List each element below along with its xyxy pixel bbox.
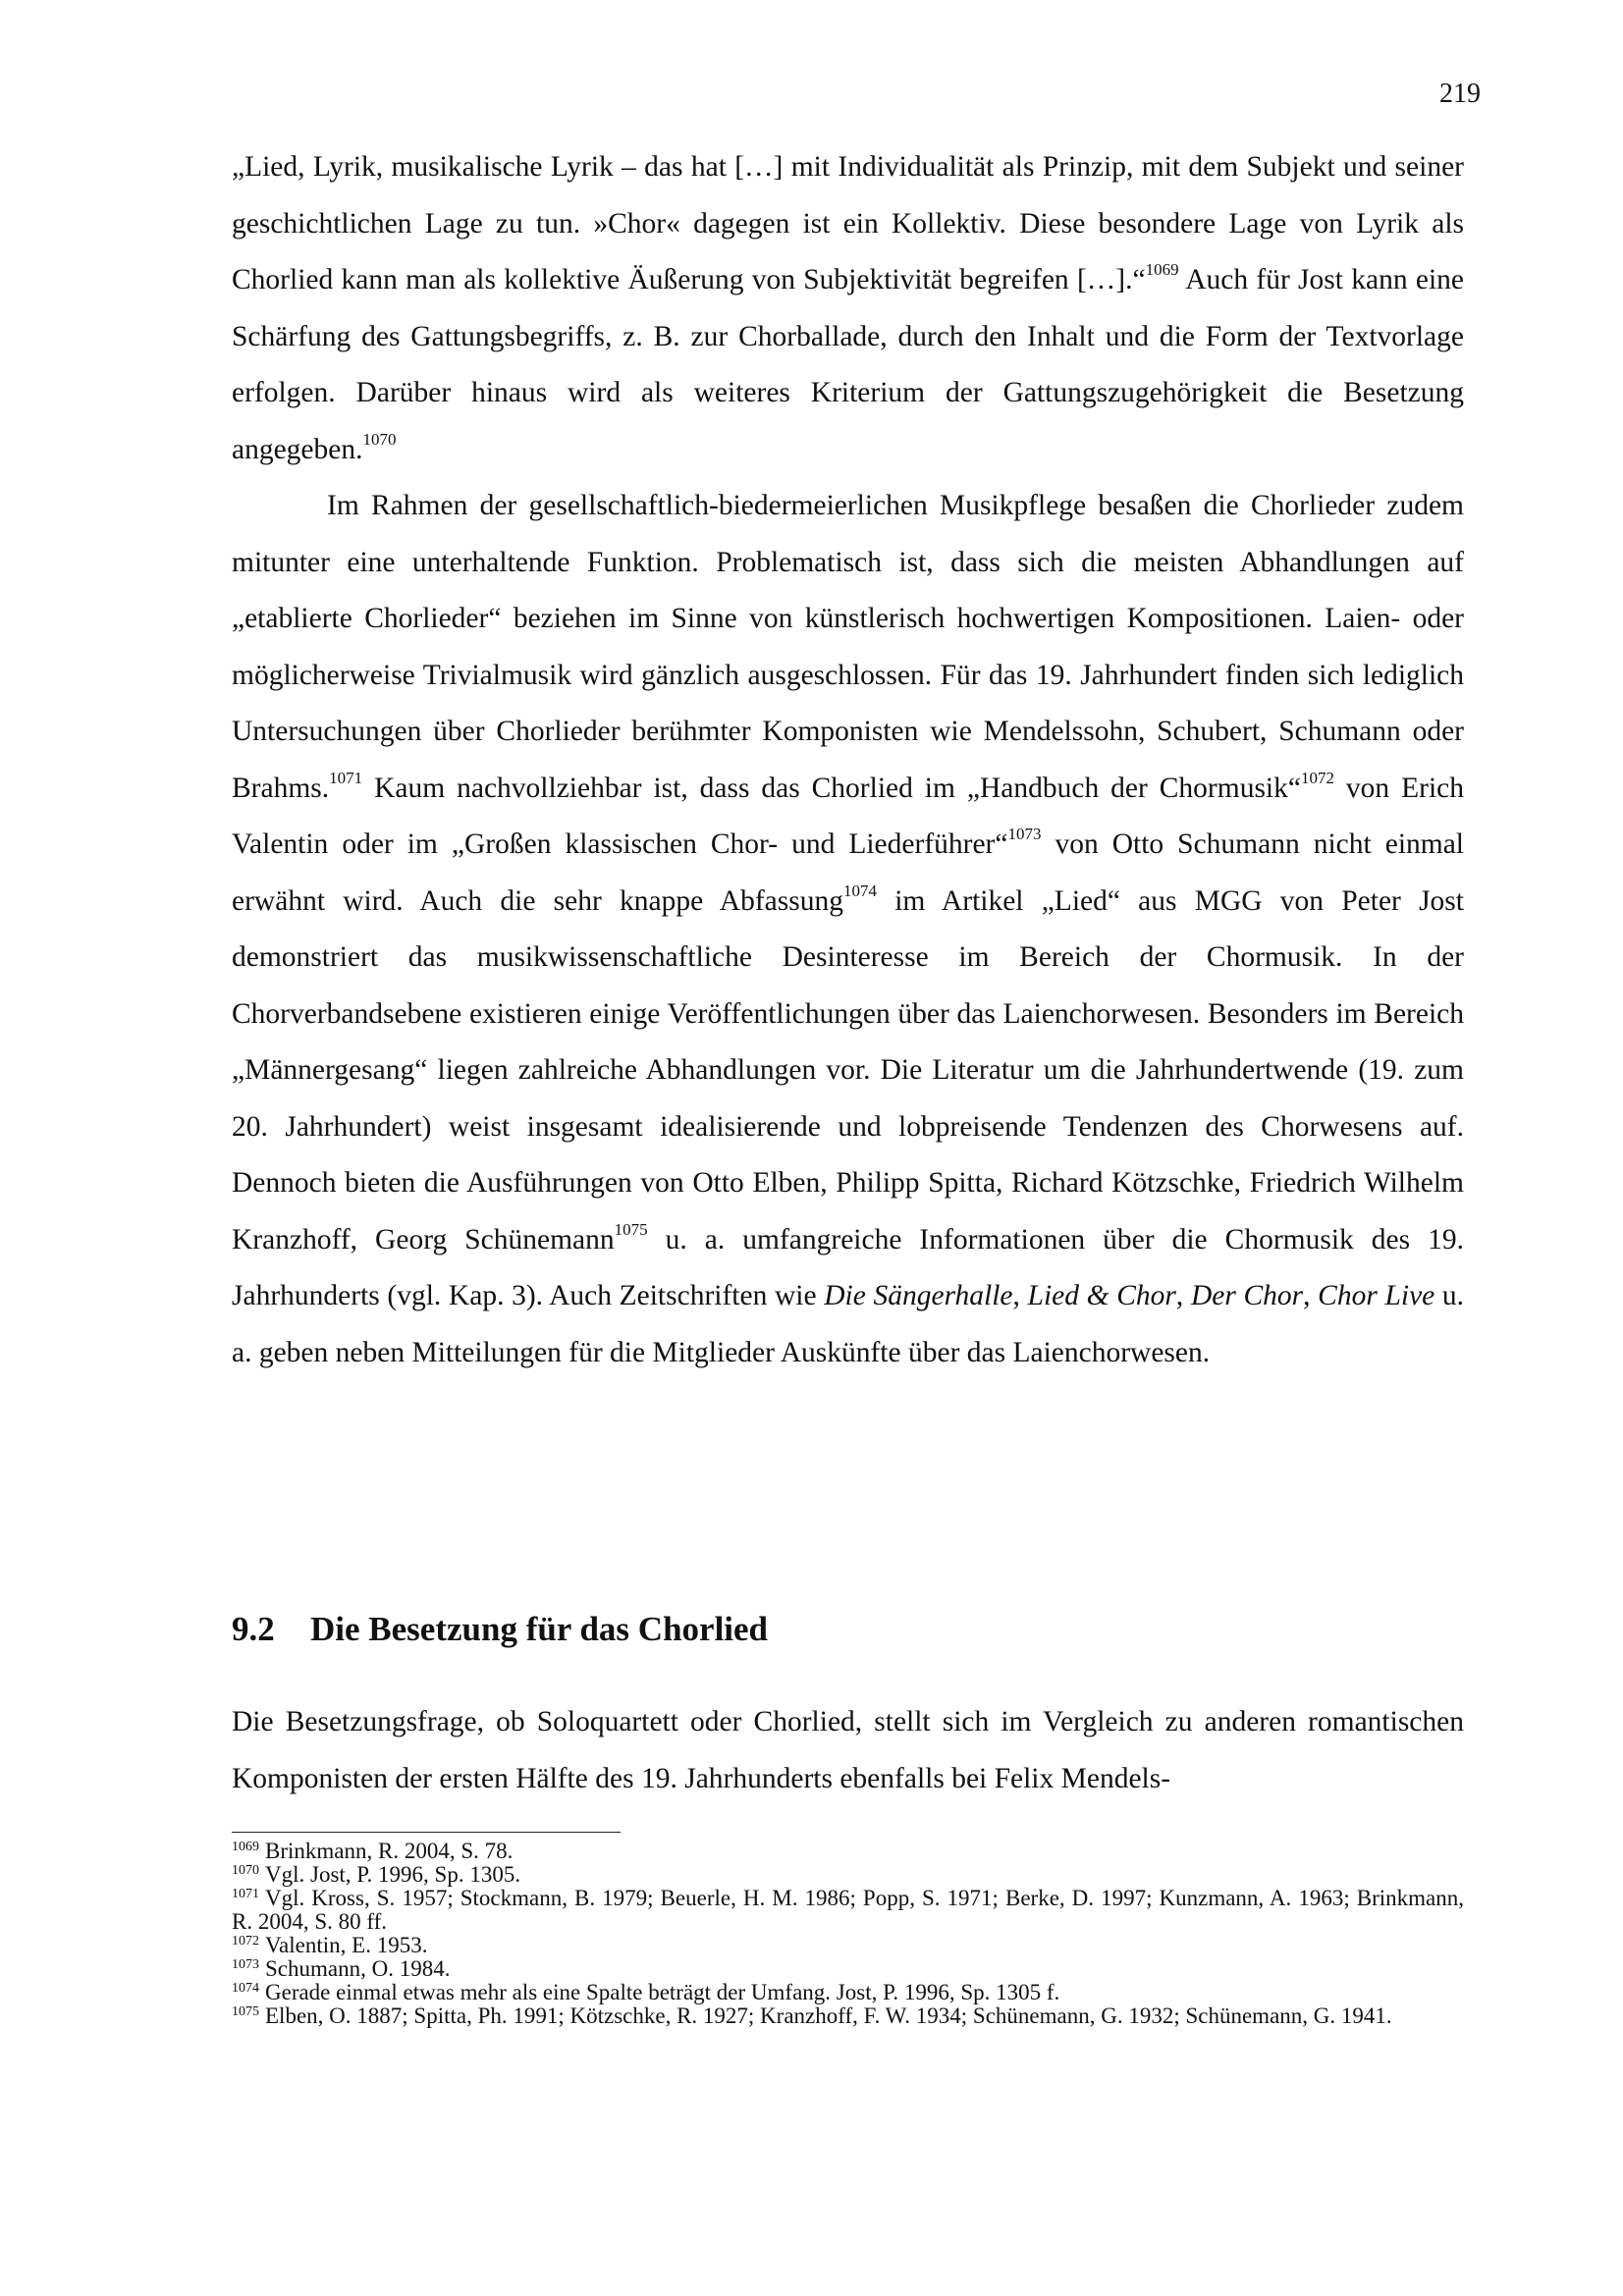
section-title: Die Besetzung für das Chorlied [310,1610,769,1648]
footnote-number: 1074 [232,1981,259,1996]
text-run: u. a. umfangreiche Informationen über die Chormusik des 19. Jahrhunderts (vgl. Kap. 3). Auch Zeitschriften wie [232,1223,1464,1311]
paragraph-section: Die Besetzungsfrage, ob Soloquartett oder Chorlied, stellt sich im Vergleich zu anderen romantischen Komponisten der ersten Hälfte des 19. Jahrhunderts ebenfalls bei Felix Mendels- [232,1706,1464,1794]
journal-title: Chor Live [1318,1280,1435,1311]
paragraph-quote [232,139,1464,478]
text-run: von Otto Schumann nicht einmal erwähnt wird. Auch die sehr knappe Abfassung [232,828,1464,917]
footnote [232,1863,1464,1887]
footnotes [232,1840,1464,2028]
text-run: „Lied, Lyrik, musikalische Lyrik – das hat […] mit Individualität als Prinzip, mit dem Subjekt und seiner geschichtlichen Lage zu tun. »Chor« dagegen ist ein Kollektiv. Diese besondere Lage von Lyrik als Chorlied kann man als kollektive Äußerung von Subjektivität begreifen […].“ [232,151,1464,295]
text-run: Kaum nachvollziehbar ist, dass das Chorlied im „Handbuch der Chormusik“ [362,772,1301,804]
text-run: , [1175,1280,1191,1311]
footnote-ref: 1072 [1300,768,1334,787]
footnote-text: Elben, O. 1887; Spitta, Ph. 1991; Kötzschke, R. 1927; Kranzhoff, F. W. 1934; Schünemann, G. 1932; Schünemann, G. 1941. [265,2003,1392,2028]
footnote-text: Brinkmann, R. 2004, S. 78. [265,1839,514,1863]
text-run: Auch für Jost kann eine Schärfung des Gattungsbegriffs, z. B. zur Chorballade, durch den Inhalt und die Form der Textvorlage erfolgen. Darüber hinaus wird als weiteres Kriterium der Gattungszugehörigkeit die Besetzung angegeben. [232,264,1464,465]
footnote-text: Schumann, O. 1984. [265,1956,451,1981]
footnote [232,1957,1464,1981]
footnote-number: 1072 [232,1934,259,1949]
footnote [232,1981,1464,2004]
text-run: , [1303,1280,1319,1311]
paragraph-main [232,478,1464,1381]
footnote-number: 1070 [232,1863,259,1878]
body-text [232,139,1464,1381]
footnote-ref: 1073 [1007,825,1042,843]
text-run: , [1012,1280,1028,1311]
page-number: 219 [1439,79,1481,109]
section-number: 9.2 [232,1610,275,1648]
footnote-ref: 1074 [842,881,877,900]
footnote [232,1840,1464,1863]
footnote-ref: 1069 [1145,260,1179,279]
footnote-ref: 1071 [329,768,363,787]
footnote-divider [232,1832,621,1833]
footnote-number: 1075 [232,2004,259,2019]
journal-title: Die Sängerhalle [824,1280,1013,1311]
journal-title: Lied & Chor [1027,1280,1176,1311]
footnote [232,1934,1464,1957]
footnote-number: 1071 [232,1887,259,1901]
text-run: im Artikel „Lied“ aus MGG von Peter Jost demonstriert das musikwissenschaftliche Desinteresse im Bereich der Chormusik. In der Chorverbandsebene existieren einige Veröffentlichungen über das Laienchorwesen. Besonders im Bereich „Männergesang“ liegen zahlreiche Abhandlungen vor. Die Literatur um die Jahrhundertwende (19. zum 20. Jahrhundert) weist insgesamt idealisierende und lobpreisende Tendenzen des Chorwesens auf. Dennoch bieten die Ausführungen von Otto Elben, Philipp Spitta, Richard Kötzschke, Friedrich Wilhelm Kranzhoff, Georg Schünemann [232,884,1464,1255]
text-run: von Erich Valentin oder im „Großen klassischen Chor- und Liederführer“ [232,772,1464,860]
footnote-number: 1069 [232,1840,259,1854]
footnote-number: 1073 [232,1957,259,1972]
section-heading [232,1610,768,1649]
footnote-ref: 1075 [614,1219,648,1239]
footnote-text: Vgl. Kross, S. 1957; Stockmann, B. 1979; Beuerle, H. M. 1986; Popp, S. 1971; Berke, D. 1997; Kunzmann, A. 1963; Brinkmann, R. 2004, S. 80 ff. [232,1886,1464,1934]
footnote [232,1887,1464,1934]
footnote-text: Gerade einmal etwas mehr als eine Spalte beträgt der Umfang. Jost, P. 1996, Sp. 1305 f. [265,1980,1060,2004]
text-run: Im Rahmen der gesellschaftlich-biedermeierlichen Musikpflege besaßen die Chorlieder zudem mitunter eine unterhaltende Funktion. Problematisch ist, dass sich die meisten Abhandlungen auf „etablierte Chorlieder“ beziehen im Sinne von künstlerisch hochwertigen Kompositionen. Laien- oder möglicherweise Trivialmusik wird gänzlich ausgeschlossen. Für das 19. Jahrhundert finden sich lediglich Untersuchungen über Chorlieder berühmter Komponisten wie Mendelssohn, Schubert, Schumann oder Brahms. [232,490,1464,804]
footnote-text: Valentin, E. 1953. [265,1933,428,1957]
footnote-text: Vgl. Jost, P. 1996, Sp. 1305. [265,1862,521,1887]
footnote-ref: 1070 [362,429,397,449]
footnote [232,2004,1464,2028]
text-run: u. a. geben neben Mitteilungen für die Mitglieder Auskünfte über das Laienchorwesen. [232,1280,1465,1368]
journal-title: Der Chor [1190,1280,1304,1311]
